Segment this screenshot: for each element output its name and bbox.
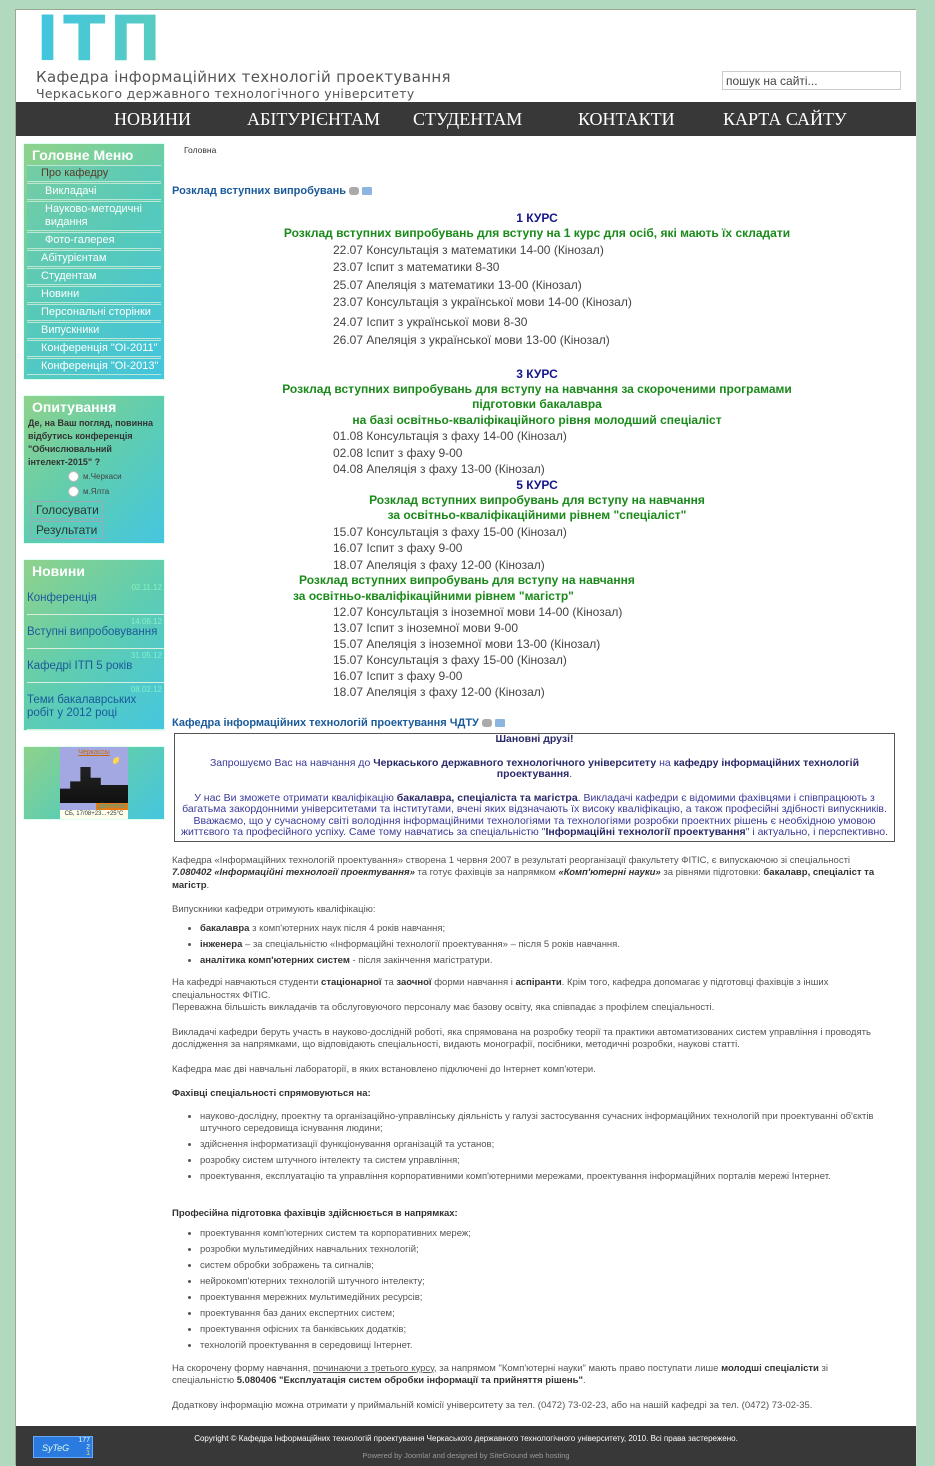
research-paragraph: Викладачі кафедри беруть участь в науково-дослідній роботі, яка спрямована на розробку теорії та практики автоматизованих систем управління і проводять дослідження за напрямками, що відповідають спеціальності, видають монографії, посібники, методичні розробки, наукові статті. [172,1026,871,1050]
list-item: • технологій проектування в середовищі Інтернет. [200,1340,892,1353]
menu-item-personal-pages[interactable]: Персональні сторінки [27,304,161,321]
vote-button[interactable]: Голосувати [31,501,103,519]
schedule-row: 25.07 Апеляція з математики 13-00 (Кінозал) [333,277,582,292]
section-heading: Розклад вступних випробувань для вступу на 1 курс для осіб, які мають їх складати [283,226,791,240]
weather-brand: gismeteo [97,803,126,810]
schedule-list [333,242,902,350]
schedule-row: 15.07 Консультація з фаху 15-00 (Кінозал) [333,524,567,539]
list-item: • проектування комп'ютерних систем та корпоративних мереж; [200,1228,892,1241]
copyright: Copyright © Кафедра Інформаційних технологій проектування Черкаського державного технологічного університету, 2010. Всі права застережено. [194,1434,738,1443]
sidebar [23,143,165,835]
schedule-row: 04.08 Апеляція з фаху 13-00 (Кінозал) [333,462,545,476]
list-item: • проектування офісних та банківських додатків; [200,1324,892,1337]
main-menu [23,143,165,380]
section-heading: на базі освітньо-кваліфікаційного рівня молодший спеціаліст [352,412,722,427]
email-icon[interactable] [362,187,372,195]
weather-informer[interactable] [60,747,128,819]
news-date: 02.11.12 [131,583,162,592]
email-icon[interactable] [495,719,505,727]
search-input[interactable] [722,71,901,90]
schedule-row: 26.07 Апеляція з української мови 13-00 (Кінозал) [333,333,610,347]
schedule-row: 23.07 Консультація з української мови 14-00 (Кінозал) [333,295,632,309]
qualifications-list [200,923,892,968]
section-heading: Розклад вступних випробувань для вступу на навчання за скороченими програмами [282,381,792,396]
poll-option-yalta[interactable]: м.Ялта [68,484,160,499]
list-item: • бакалавра з комп'ютерних наук після 4 років навчання; [200,923,892,936]
menu-item-news[interactable]: Новини [27,286,161,303]
radio-icon[interactable] [68,471,79,482]
nav-news[interactable]: НОВИНИ [114,109,192,129]
powered-by: Powered by Joomla! and designed by SiteGround web hosting [362,1451,570,1460]
schedule-row: 22.07 Консультація з математики 14-00 (Кінозал) [333,242,604,257]
counter-value: 177 [78,1437,90,1444]
schedule-row: 15.07 Апеляція з іноземної мови 13-00 (Кінозал) [333,637,601,651]
article-body [172,855,902,1413]
menu-item-publications[interactable]: Науково-методичні видання [27,201,161,231]
schedule [172,211,902,700]
list-item: • аналітика комп'ютерних систем - після закінчення магістратури. [200,955,892,968]
intro-paragraph: Кафедра «Інформаційних технологій проектування» створена 1 червня 2007 в результаті реорганізації факультету ФІТІС, є випускаючою зі спеціальності 7.080402 «Інформаційні технології проектування» та готує фахівців за напрямком «Комп'ютерні науки» за рівнями підготовки: бакалавр, спеціаліст та магістр. [172,854,875,891]
counter-value: 2 [86,1444,90,1451]
article-title [172,717,902,729]
print-icon[interactable] [349,187,359,195]
main-content [172,143,902,1424]
schedule-list [333,428,902,478]
news-date: 31.05.12 [130,651,162,660]
invite-paragraph: У нас Ви зможете отримати кваліфікацію бакалавра, спеціаліста та магістра. Викладачі кафедри є відомими фахівцями і співпрацюють з багатьма закордонними університетами та інститутами, вчені яких відзначають їх високу кваліфікацію, а також професійні здібності випускників. Вважаємо, що у сучасному світі володіння інформаційними технологіями та технологіями розробки проектних рішень є необхідною умовою життєвого та професійного успіху. Саме тому навчатись за спеціальністю "Інформаційні технології проектування" і актуально, і перспективно. [180,791,889,838]
poll-title: Опитування [32,399,117,415]
news-link[interactable]: Теми бакалаврських робіт у 2012 році [27,694,137,719]
schedule-row: 01.08 Консультація з фаху 14-00 (Кінозал) [333,429,567,443]
nav-contacts[interactable]: КОНТАКТИ [578,109,675,129]
news-link[interactable]: Конференція [27,592,97,604]
list-item: • розробки мультимедійних навчальних технологій; [200,1244,892,1257]
schedule-row: 13.07 Іспит з іноземної мови 9-00 [333,621,519,635]
list-item: • проектування, експлуатацію та управління корпоративними комп'ютерними мережами, проектування інформаційних порталів мережі Інтернет. [200,1171,892,1184]
counter-label: SyTeG [42,1443,70,1453]
site-logo[interactable] [36,14,451,101]
main-menu-title: Головне Меню [32,147,134,163]
schedule-row: 15.07 Консультація з фаху 15-00 (Кінозал) [333,653,567,667]
labs-paragraph: Кафедра має дві навчальні лабораторії, в яких встановлено підключені до Інтернет комп'ютери. [172,1063,596,1075]
schedule-list [333,604,902,700]
news-date: 14.06.12 [130,617,162,626]
qualifications-intro: Випускники кафедри отримують кваліфікацію: [172,904,376,915]
print-icon[interactable] [482,719,492,727]
breadcrumb[interactable]: Головна [184,145,217,155]
logo-subtitle: Черкаського державного технологічного університету [36,86,415,101]
results-button[interactable]: Результати [31,521,103,539]
weather-city[interactable]: Черкассы [78,749,110,756]
schedule-row: 24.07 Іспит з української мови 8-30 [333,314,528,329]
top-navigation [16,102,916,136]
menu-item-about[interactable]: Про кафедру [27,165,161,182]
article-title-link[interactable]: Кафедра інформаційних технологій проектування ЧДТУ [172,717,479,729]
schedule-row: 16.07 Іспит з фаху 9-00 [333,541,463,555]
counter-value: 1 [86,1450,90,1457]
aims-list [200,1111,892,1184]
section-heading: Розклад вступних випробувань для вступу на навчання [369,492,705,507]
logo-title: Кафедра інформаційних технологій проектування [36,68,451,86]
list-item: • проектування баз даних експертних систем; [200,1308,892,1321]
news-link[interactable]: Вступні випробовування [27,626,158,638]
poll-module [23,395,165,544]
schedule-row: 02.08 Іспит з фаху 9-00 [333,445,463,460]
aims-title: Фахівці спеціальності спрямовуються на: [172,1088,371,1099]
nav-applicants[interactable]: АБІТУРІЄНТАМ [247,109,381,129]
section-heading: підготовки бакалавра [472,397,602,411]
news-date: 08.02.12 [130,685,162,694]
contact-paragraph: Додаткову інформацію можна отримати у приймальній комісії університету за тел. (0472) 73-02-23, або на нашій кафедрі за тел. (0472) 73-02-35. [172,1399,813,1411]
menu-item-graduates[interactable]: Випускники [27,322,161,339]
short-form-paragraph: На скорочену форму навчання, починаючи з третього курсу, за напрямом "Комп'ютерні науки" мають право поступати лише молодші спеціалісти зі спеціальністю 5.080406 "Експлуатація систем обробки інформації та прийняття рішень". [172,1362,828,1386]
schedule-row: 18.07 Апеляція з фаху 12-00 (Кінозал) [333,685,545,699]
invite-paragraph: Запрошуємо Вас на навчання до Черкаського державного технологічного університету на кафедру інформаційних технологій проектування. [209,756,860,780]
list-item: • науково-дослідну, проектну та організаційно-управлінську діяльність у галузі застосування сучасних інформаційних технологій при проектуванні об'єктів штучного середовища існування людини; [200,1111,892,1136]
poll-option-cherkasy[interactable]: м.Черкаси [68,469,160,484]
kurs-heading: 1 КУРС [516,211,558,225]
news-link[interactable]: Кафедрі ІТП 5 років [27,660,133,672]
header [16,10,916,102]
kurs-heading: 3 КУРС [516,366,558,381]
section-heading: Розклад вступних випробувань для вступу на навчання [299,573,635,587]
menu-item-applicants[interactable]: Абітурієнтам [27,250,161,267]
invite-greeting: Шановні друзі! [495,733,574,745]
section-heading: за освітньо-кваліфікаційними рівнем "магістр" [293,588,574,603]
weather-reading: СБ, 17/08+23...+25°C [60,810,128,819]
logo-mark: ІТП [36,14,451,66]
menu-item-teachers[interactable]: Викладачі [27,183,161,200]
nav-students[interactable]: СТУДЕНТАМ [413,109,523,129]
nav-sitemap[interactable]: КАРТА САЙТУ [723,109,847,129]
directions-list [200,1228,892,1353]
menu-item-conf-2013[interactable]: Конференція "OI-2013" [27,358,161,375]
students-paragraph: На кафедрі навчаються студенти стаціонарної та заочної форми навчання і аспіранти. Крім того, кафедра допомагає у підготовці фахівців з інших спеціальностях ФІТІС. Переважна більшість викладачів та обслуговуючого персоналу має базову освіту, яка співпадає з профілем спеціальності. [172,977,829,1013]
page [15,9,916,1465]
third-year-link[interactable]: починаючи з третього курсу, [313,1362,437,1374]
city-skyline-icon [60,767,128,803]
list-item: • систем обробки зображень та сигналів; [200,1260,892,1273]
schedule-row: 16.07 Іспит з фаху 9-00 [333,669,463,683]
news-module [23,559,165,731]
list-item: • розробку систем штучного інтелекту та систем управління; [200,1155,892,1168]
schedule-list [333,524,902,574]
news-item [27,581,164,615]
schedule-row: 18.07 Апеляція з фаху 12-00 (Кінозал) [333,557,545,572]
invitation-box [174,733,895,842]
schedule-row: 12.07 Консультація з іноземної мови 14-00 (Кінозал) [333,605,623,619]
list-item: • інженера – за спеціальністю «Інформаційні технології проектування» – після 5 років навчання. [200,939,892,952]
poll-question: Де, на Ваш погляд, повинна відбутись конференція "Обчислювальний інтелект-2015" ? [28,418,153,467]
moon-icon [113,757,122,766]
news-item [27,683,164,730]
news-title: Новини [32,563,85,579]
news-item [27,615,164,649]
article-title [172,185,902,197]
menu-item-gallery[interactable]: Фото-галерея [27,232,161,249]
footer [16,1426,916,1466]
radio-icon[interactable] [68,486,79,497]
directions-title: Професійна підготовка фахівців здійснюється в напрямках: [172,1207,458,1219]
list-item: • проектування мережних мультимедійних ресурсів; [200,1292,892,1305]
weather-widget [23,746,165,820]
menu-item-students[interactable]: Студентам [27,268,161,285]
menu-item-conf-2011[interactable]: Конференція "OI-2011" [27,340,161,357]
article-title-link[interactable]: Розклад вступних випробувань [172,185,347,197]
section-heading: за освітньо-кваліфікаційними рівнем "спеціаліст" [387,508,687,522]
kurs-heading: 5 КУРС [516,477,558,492]
list-item: • здійснення інформатизації функціонування організацій та установ; [200,1139,892,1152]
news-item [27,649,164,683]
list-item: • нейрокомп'ютерних технологій штучного інтелекту; [200,1276,892,1289]
schedule-row: 23.07 Іспит з математики 8-30 [333,260,500,274]
